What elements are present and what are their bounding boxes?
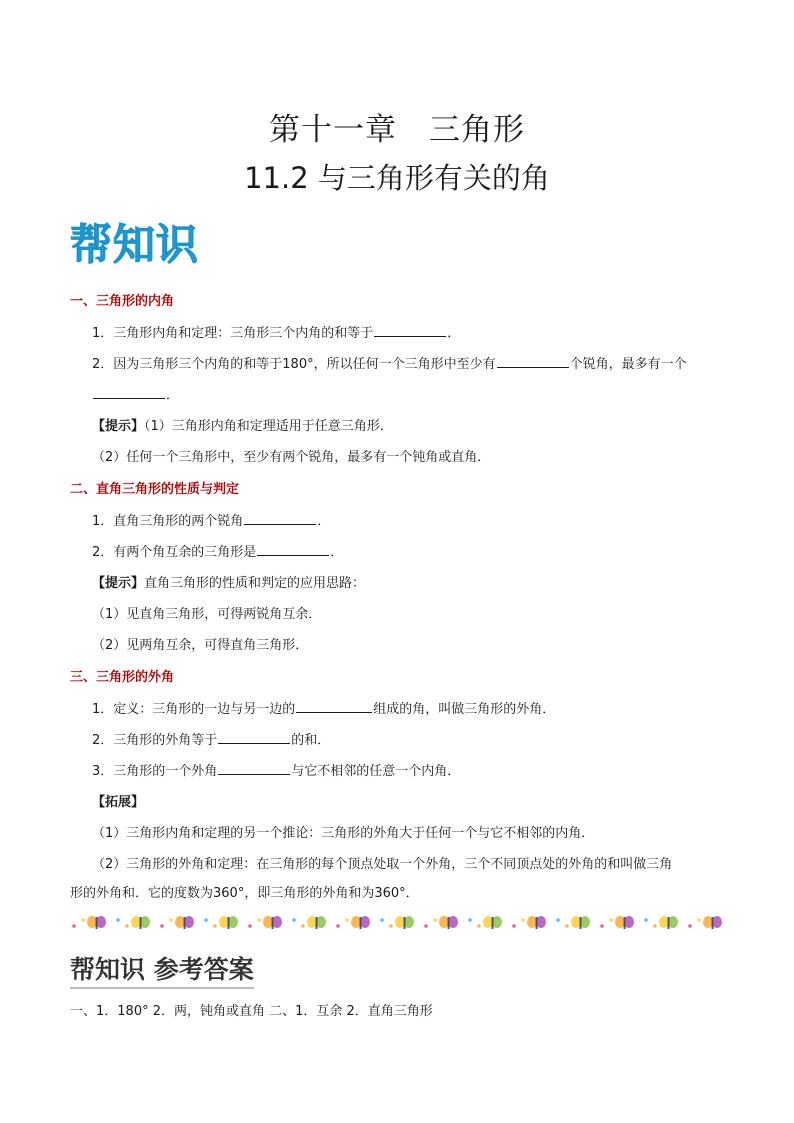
p3-line3 xyxy=(92,760,460,779)
p1-tip2: （2）任何一个三角形中，至少有两个锐角，最多有一个钝角或直角． xyxy=(92,450,491,465)
p2-line2-text: 2．有两个角互余的三角形是 xyxy=(92,545,257,560)
butterfly-icon xyxy=(615,916,634,929)
answers-title xyxy=(70,950,254,986)
p2-line1-end: ． xyxy=(317,514,331,529)
butterfly-icon xyxy=(527,916,546,929)
p2-t1: （1）见直角三角形，可得两锐角互余． xyxy=(92,607,322,622)
fill-blank[interactable] xyxy=(218,731,290,744)
p3-line3-text: 3．三角形的一个外角 xyxy=(92,764,218,779)
p3-e1: （1）三角形内角和定理的另一个推论：三角形的外角大于任何一个与它不相邻的内角． xyxy=(92,826,595,841)
p2-line1 xyxy=(92,510,330,529)
dot-icon xyxy=(204,918,208,922)
butterfly-icon xyxy=(395,916,414,929)
fill-blank[interactable] xyxy=(296,700,372,713)
butterfly-icon xyxy=(351,916,370,929)
butterfly-icon xyxy=(703,916,722,929)
fill-blank[interactable] xyxy=(93,386,165,399)
fill-blank[interactable] xyxy=(497,355,569,368)
p3-line2-end: 的和． xyxy=(291,733,331,748)
p1-line2-cont xyxy=(92,384,179,403)
butterfly-icon xyxy=(131,916,150,929)
dot-icon xyxy=(521,918,525,922)
dot-icon xyxy=(345,918,349,922)
butterfly-border xyxy=(68,912,728,936)
dot-icon xyxy=(433,918,437,922)
p3-e2b: 形的外角和．它的度数为360°，即三角形的外角和为360°． xyxy=(70,886,419,901)
dot-icon xyxy=(688,924,692,928)
tip-text: （1）三角形内角和定理适用于任意三角形． xyxy=(144,419,393,434)
p2-line1-text: 1．直角三角形的两个锐角 xyxy=(92,514,244,529)
p1-line1-end: ． xyxy=(447,326,461,341)
butterfly-icon xyxy=(263,916,282,929)
fill-blank[interactable] xyxy=(218,762,290,775)
dot-icon xyxy=(565,924,569,928)
dot-icon xyxy=(477,924,481,928)
dot-icon xyxy=(380,918,384,922)
dot-icon xyxy=(512,924,516,928)
p3-line2-text: 2．三角形的外角等于 xyxy=(92,733,218,748)
fill-blank[interactable] xyxy=(244,512,316,525)
ext-label: 【拓展】 xyxy=(92,795,145,810)
dot-icon xyxy=(125,924,129,928)
dot-icon xyxy=(389,924,393,928)
heading-interior-angles: 一、三角形的内角 xyxy=(70,294,175,309)
dot-icon xyxy=(160,924,164,928)
p2-tip xyxy=(92,572,365,591)
dot-icon xyxy=(248,924,252,928)
section-title: 11.2 与三角形有关的角 xyxy=(244,161,550,195)
p3-line3-end: 与它不相邻的任意一个内角． xyxy=(291,764,461,779)
butterfly-icon xyxy=(571,916,590,929)
dot-icon xyxy=(301,924,305,928)
fill-blank[interactable] xyxy=(257,543,329,556)
dot-icon xyxy=(81,918,85,922)
p3-line1-text: 1．定义：三角形的一边与另一边的 xyxy=(92,702,296,717)
heading-right-triangle: 二、直角三角形的性质与判定 xyxy=(70,482,240,497)
dot-icon xyxy=(697,918,701,922)
butterfly-icon xyxy=(307,916,326,929)
butterfly-icon xyxy=(87,916,106,929)
p1-line2 xyxy=(92,353,687,372)
dot-icon xyxy=(116,918,120,922)
tip-text: 直角三角形的性质和判定的应用思路： xyxy=(144,576,366,591)
dot-icon xyxy=(644,918,648,922)
answers-title-text: 帮知识 参考答案 xyxy=(70,955,254,984)
butterfly-icon xyxy=(175,916,194,929)
dot-icon xyxy=(424,924,428,928)
dot-icon xyxy=(169,918,173,922)
p3-line1-end: 组成的角，叫做三角形的外角． xyxy=(373,702,556,717)
butterfly-icon xyxy=(483,916,502,929)
p1-line2-text: 2．因为三角形三个内角的和等于180°，所以任何一个三角形中至少有 xyxy=(92,357,496,372)
p3-line1 xyxy=(92,698,555,717)
title-underline xyxy=(70,987,254,989)
dot-icon xyxy=(336,924,340,928)
p1-line2-end: ． xyxy=(166,388,180,403)
tip-label: 【提示】 xyxy=(92,419,145,434)
fill-blank[interactable] xyxy=(374,324,446,337)
p1-tip1 xyxy=(92,415,393,434)
p2-t2: （2）见两角互余，可得直角三角形． xyxy=(92,638,309,653)
p3-line2 xyxy=(92,729,330,748)
dot-icon xyxy=(72,924,76,928)
p1-line1 xyxy=(92,322,460,341)
heading-exterior-angles: 三、三角形的外角 xyxy=(70,670,175,685)
p3-e2a: （2）三角形的外角和定理：在三角形的每个顶点处取一个外角，三个不同顶点处的外角的和叫做三角 xyxy=(92,857,673,872)
dot-icon xyxy=(609,918,613,922)
answers-line: 一、1．180° 2．两，钝角或直角 二、1．互余 2．直角三角形 xyxy=(70,1004,433,1019)
butterfly-icon xyxy=(439,916,458,929)
p1-line2-text2: 个锐角，最多有一个 xyxy=(569,357,687,372)
dot-icon xyxy=(600,924,604,928)
p2-line2-end: ． xyxy=(330,545,344,560)
dot-icon xyxy=(213,924,217,928)
tip-label: 【提示】 xyxy=(92,576,145,591)
dot-icon xyxy=(468,918,472,922)
p1-line1-text: 1．三角形内角和定理：三角形三个内角的和等于 xyxy=(92,326,374,341)
bangzhishi-logo: 帮知识 xyxy=(70,220,200,269)
dot-icon xyxy=(292,918,296,922)
chapter-title: 第十一章 三角形 xyxy=(269,112,525,148)
p2-line2 xyxy=(92,541,343,560)
butterfly-icon xyxy=(219,916,238,929)
dot-icon xyxy=(257,918,261,922)
butterfly-icon xyxy=(659,916,678,929)
dot-icon xyxy=(653,924,657,928)
dot-icon xyxy=(556,918,560,922)
